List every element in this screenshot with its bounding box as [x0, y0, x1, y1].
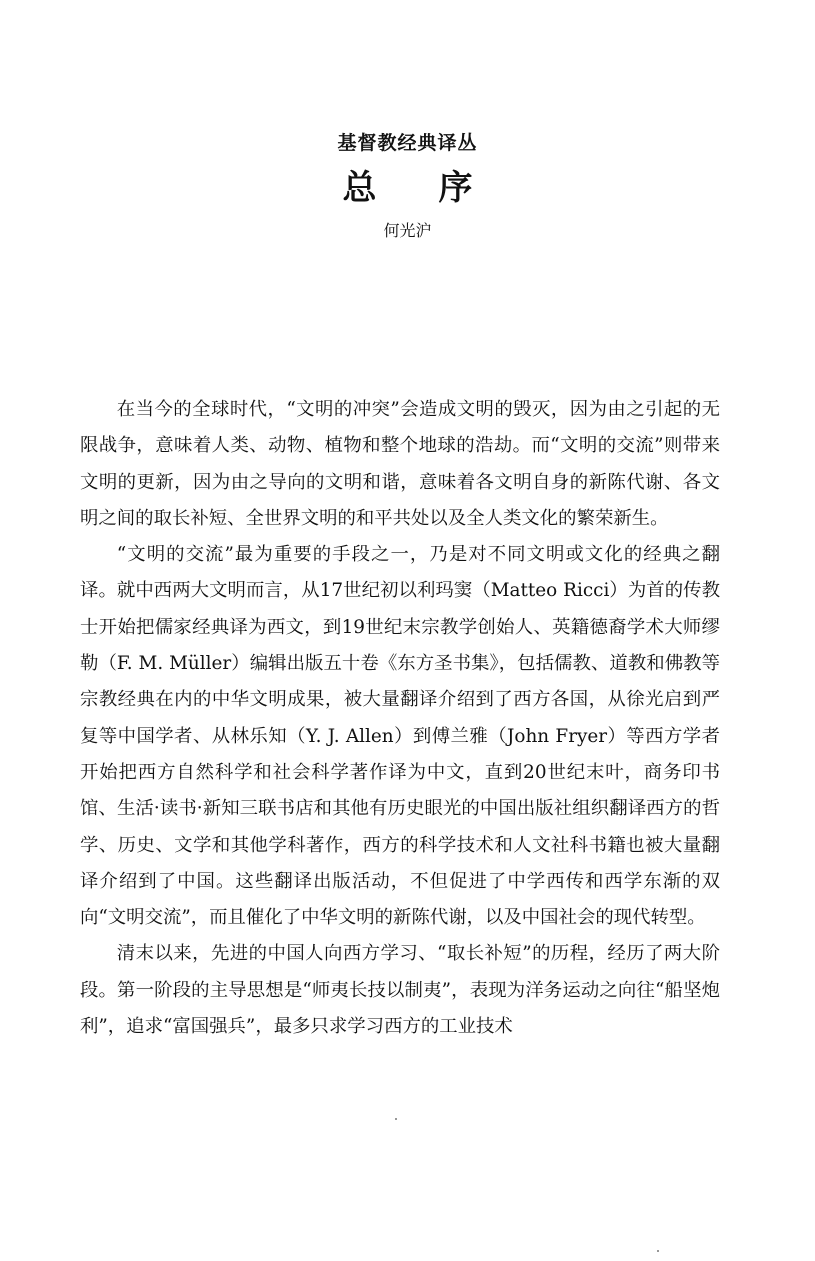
- paragraph: 清末以来，先进的中国人向西方学习、“取长补短”的历程，经历了两大阶段。第一阶段的主导思想是“师夷长技以制夷”，表现为洋务运动之向往“船坚炮利”，追求“富国强兵”，最多只求学习西方的工业技术: [80, 943, 720, 1038]
- page-title: 总序: [342, 168, 535, 208]
- series-title: 基督教经典译丛: [337, 132, 478, 154]
- scan-speck: [395, 1118, 397, 1120]
- author-name: 何光沪: [383, 221, 432, 240]
- paragraph: “文明的交流”最为重要的手段之一，乃是对不同文明或文化的经典之翻译。就中西两大文明而言，从17世纪初以利玛窦（Matteo Ricci）为首的传教士开始把儒家经典译为西文，到19世纪末宗教学创始人、英籍德裔学术大师缪勒（F. M. Müller）编辑出版五十卷《东方圣书集》，包括儒教、道教和佛教等宗教经典在内的中华文明成果，被大量翻译介绍到了西方各国，从徐光启到严复等中国学者、从林乐知（Y. J. Allen）到傅兰雅（John Fryer）等西方学者开始把西方自然科学和社会科学著作译为中文，直到20世纪末叶，商务印书馆、生活·读书·新知三联书店和其他有历史眼光的中国出版社组织翻译西方的哲学、历史、文学和其他学科著作，西方的科学技术和人文社科书籍也被大量翻译介绍到了中国。这些翻译出版活动，不但促进了中学西传和西学东渐的双向“文明交流”，而且催化了中华文明的新陈代谢，以及中国社会的现代转型。: [80, 544, 720, 929]
- body-text: [80, 392, 720, 1045]
- scan-speck: [657, 1250, 659, 1252]
- paragraph: 在当今的全球时代，“文明的冲突”会造成文明的毁灭，因为由之引起的无限战争，意味着人类、动物、植物和整个地球的浩劫。而“文明的交流”则带来文明的更新，因为由之导向的文明和谐，意味着各文明自身的新陈代谢、各文明之间的取长补短、全世界文明的和平共处以及全人类文化的繁荣新生。: [80, 399, 720, 529]
